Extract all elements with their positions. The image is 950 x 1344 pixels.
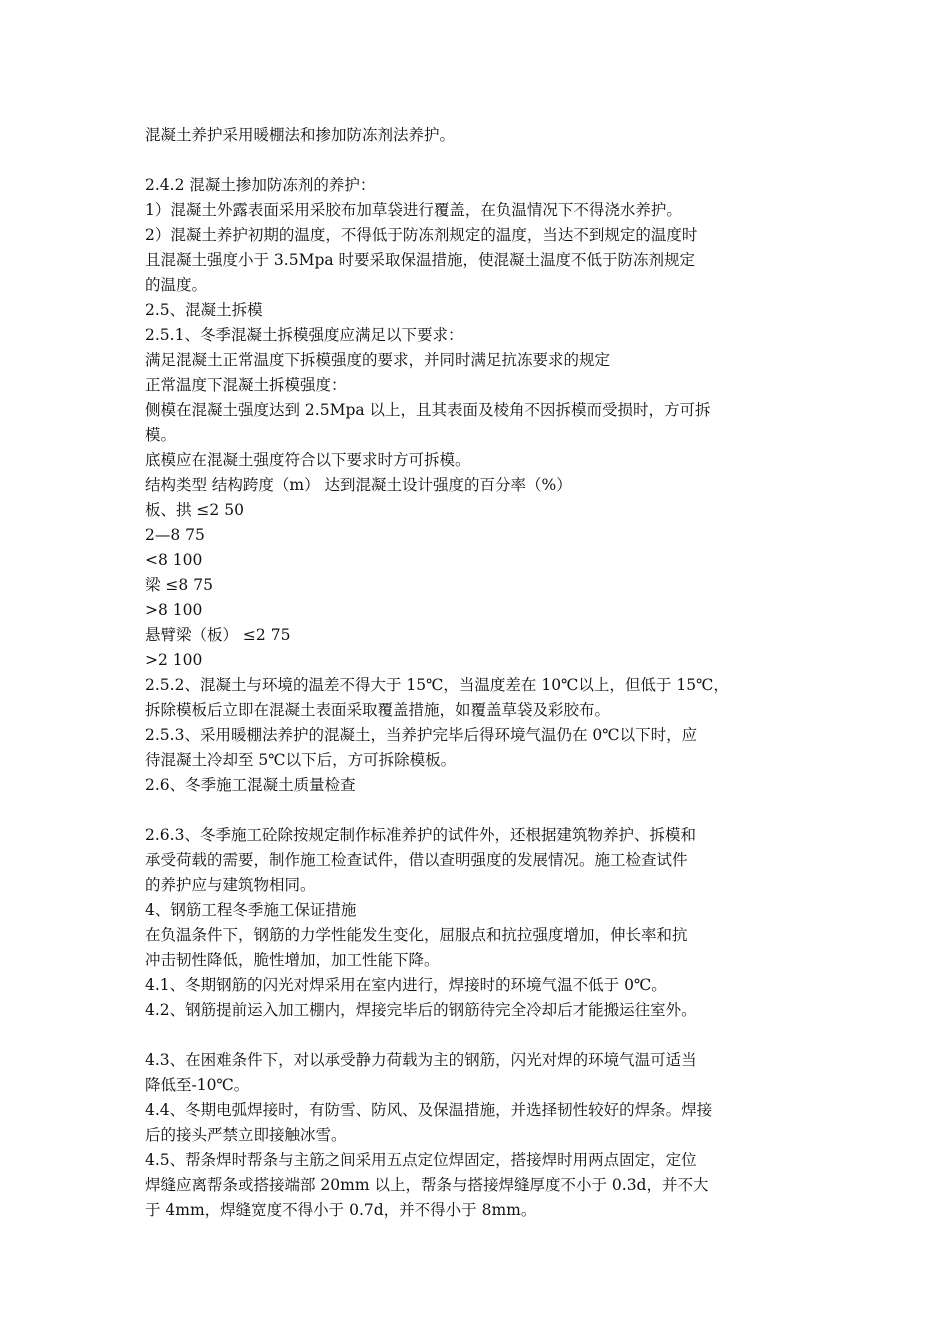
text-line: 4.5、帮条焊时帮条与主筋之间采用五点定位焊固定，搭接焊时用两点固定，定位 — [145, 1151, 697, 1169]
blank-line — [145, 798, 817, 823]
text-line: 承受荷载的需要，制作施工检查试件，借以查明强度的发展情况。施工检查试件 — [145, 851, 688, 869]
text-line: 2.5.1、冬季混凝土拆模强度应满足以下要求： — [145, 326, 464, 344]
text-line: 在负温条件下，钢筋的力学性能发生变化，屈服点和抗拉强度增加，伸长率和抗 — [145, 926, 688, 944]
text-line: 的养护应与建筑物相同。 — [145, 876, 316, 894]
text-line: 悬臂梁（板） ≤2 75 — [145, 626, 291, 644]
text-line: 拆除模板后立即在混凝土表面采取覆盖措施，如覆盖草袋及彩胶布。 — [145, 701, 611, 719]
text-line: 2—8 75 — [145, 526, 205, 544]
blank-line — [145, 1023, 817, 1048]
text-line: 梁 ≤8 75 — [145, 576, 213, 594]
text-line: 后的接头严禁立即接触冰雪。 — [145, 1126, 347, 1144]
text-line: 的温度。 — [145, 276, 208, 294]
text-line: >8 100 — [145, 601, 203, 619]
text-line: 4.4、冬期电弧焊接时，有防雪、防风、及保温措施，并选择韧性较好的焊条。焊接 — [145, 1101, 713, 1119]
text-line: 正常温度下混凝土拆模强度： — [145, 376, 347, 394]
text-line: 焊缝应离帮条或搭接端部 20mm 以上，帮条与搭接焊缝厚度不小于 0.3d，并不大 — [145, 1176, 709, 1194]
blank-line — [145, 148, 817, 173]
text-line: 4.1、冬期钢筋的闪光对焊采用在室内进行，焊接时的环境气温不低于 0℃。 — [145, 976, 667, 994]
text-line: 4.2、钢筋提前运入加工棚内，焊接完毕后的钢筋待完全冷却后才能搬运往室外。 — [145, 1001, 697, 1019]
text-line: 于 4mm，焊缝宽度不得小于 0.7d，并不得小于 8mm。 — [145, 1201, 537, 1219]
text-line: 且混凝土强度小于 3.5Mpa 时要采取保温措施，使混凝土温度不低于防冻剂规定 — [145, 251, 696, 269]
text-line: 降低至-10℃。 — [145, 1076, 250, 1094]
text-line: >2 100 — [145, 651, 203, 669]
document-body — [145, 123, 817, 1223]
text-line: 结构类型 结构跨度（m） 达到混凝土设计强度的百分率（%） — [145, 476, 572, 494]
text-line: 2.6、冬季施工混凝土质量检查 — [145, 776, 356, 794]
text-line: 2.5.2、混凝土与环境的温差不得大于 15℃，当温度差在 10℃以上，但低于 15℃， — [145, 676, 729, 694]
text-line: 板、拱 ≤2 50 — [145, 501, 244, 519]
text-line: 4.3、在困难条件下，对以承受静力荷载为主的钢筋，闪光对焊的环境气温可适当 — [145, 1051, 697, 1069]
text-line: <8 100 — [145, 551, 203, 569]
text-line: 底模应在混凝土强度符合以下要求时方可拆模。 — [145, 451, 471, 469]
text-line: 2.5.3、采用暖棚法养护的混凝土，当养护完毕后得环境气温仍在 0℃以下时，应 — [145, 726, 698, 744]
text-line: 冲击韧性降低，脆性增加，加工性能下降。 — [145, 951, 440, 969]
text-line: 2.6.3、冬季施工砼除按规定制作标准养护的试件外，还根据建筑物养护、拆模和 — [145, 826, 696, 844]
text-line: 混凝土养护采用暖棚法和掺加防冻剂法养护。 — [145, 126, 456, 144]
text-line: 2.4.2 混凝土掺加防冻剂的养护： — [145, 176, 376, 194]
text-line: 侧模在混凝土强度达到 2.5Mpa 以上，且其表面及棱角不因拆模而受损时，方可拆 — [145, 401, 711, 419]
text-line: 2.5、混凝土拆模 — [145, 301, 263, 319]
text-line: 模。 — [145, 426, 177, 444]
text-line: 1）混凝土外露表面采用采胶布加草袋进行覆盖，在负温情况下不得浇水养护。 — [145, 201, 682, 219]
text-line: 满足混凝土正常温度下拆模强度的要求，并同时满足抗冻要求的规定 — [145, 351, 611, 369]
text-line: 2）混凝土养护初期的温度，不得低于防冻剂规定的温度，当达不到规定的温度时 — [145, 226, 698, 244]
text-line: 待混凝土冷却至 5℃以下后，方可拆除模板。 — [145, 751, 457, 769]
text-line: 4、钢筋工程冬季施工保证措施 — [145, 901, 357, 919]
